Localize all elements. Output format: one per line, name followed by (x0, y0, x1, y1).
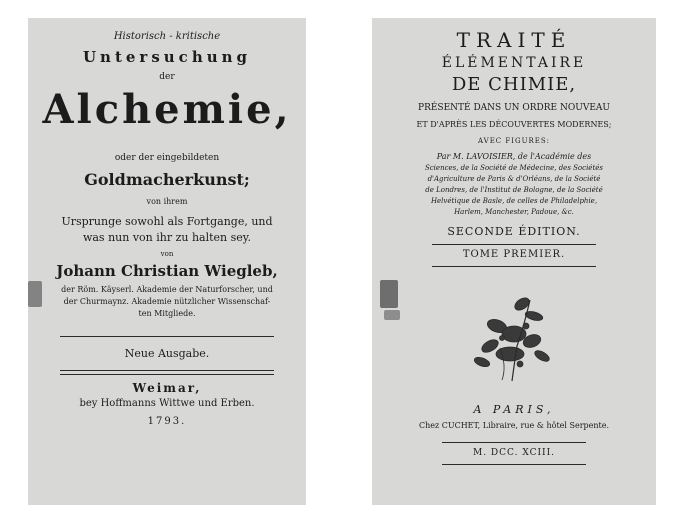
edition-label: Neue Ausgabe. (124, 347, 210, 360)
divider-year-bottom (442, 464, 586, 465)
floral-vignette-ornament (462, 286, 566, 386)
title-de-chimie: DE CHIMIE, (451, 74, 577, 95)
author-line-2: Sciences, de la Société de Médecine, des Sociétés (424, 164, 604, 172)
author-line-6: Harlem, Manchester, Padoue, &c. (454, 208, 574, 216)
author-line-3: d'Agriculture de Paris & d'Orléans, de la Société (427, 175, 601, 183)
author-name: Johann Christian Wiegleb, (56, 262, 278, 280)
title-alchemie: Alchemie, (42, 86, 292, 133)
title-page-traite (372, 18, 656, 505)
subtitle-untersuchung: Untersuchung (82, 48, 252, 66)
subtitle-presente: PRÉSENTÉ DANS UN ORDRE NOUVEAU (418, 103, 610, 113)
title-elementaire: ÉLÉMENTAIRE (441, 55, 587, 71)
subtitle-halten: was nun von ihr zu halten sey. (82, 231, 252, 244)
author-line-1: Par M. LAVOISIER, de l'Académie des (436, 152, 592, 161)
library-stamp-mark (380, 280, 398, 308)
edition-label: SECONDE ÉDITION. (447, 225, 581, 238)
author-affiliation-1: der Röm. Käyserl. Akademie der Naturforscher, und (61, 285, 273, 294)
divider-middle (60, 370, 274, 371)
author-line-5: Helvétique de Basle, de celles de Philadelphie, (430, 197, 598, 205)
imprint-publisher: bey Hoffmanns Wittwe und Erben. (79, 398, 255, 409)
imprint-city: Weimar, (132, 381, 202, 395)
imprint-city: A PARIS, (473, 403, 555, 416)
divider-tome-top (432, 244, 596, 245)
author-affiliation-2: der Churmaynz. Akademie nützlicher Wissenschaf- (63, 297, 271, 306)
subtitle-ursprunge: Ursprunge sowohl als Fortgange, und (61, 215, 273, 228)
subtitle-historisch: Historisch - kritische (113, 31, 221, 42)
subtitle-von: von (160, 250, 174, 258)
imprint-publisher: Chez CUCHET, Libraire, rue & hôtel Serpente. (418, 421, 610, 430)
library-stamp-mark (28, 281, 42, 307)
divider-tome-bottom (432, 266, 596, 267)
divider-top (60, 336, 274, 337)
title-goldmacherkunst: Goldmacherkunst; (84, 170, 250, 189)
imprint-year: M. DCC. XCIII. (473, 448, 555, 458)
title-page-alchemie (28, 18, 306, 505)
author-line-4: de Londres, de l'Institut de Bologne, de la Société (425, 186, 603, 194)
divider-middle-thin (60, 374, 274, 375)
title-traite: TRAITÉ (456, 28, 572, 52)
subtitle-der: der (159, 72, 175, 82)
divider-year-top (442, 442, 586, 443)
subtitle-avec-figures: AVEC FIGURES: (477, 137, 551, 145)
volume-label: TOME PREMIER. (462, 249, 566, 260)
subtitle-von-ihrem: von ihrem (146, 197, 188, 206)
author-affiliation-3: ten Mitgliede. (138, 309, 196, 318)
library-stamp-mark-2 (384, 310, 400, 320)
subtitle-decouvertes: ET D'APRÈS LES DÉCOUVERTES MODERNES; (416, 120, 612, 129)
subtitle-oder: oder der eingebildeten (114, 153, 220, 163)
imprint-year: 1793. (147, 416, 187, 427)
